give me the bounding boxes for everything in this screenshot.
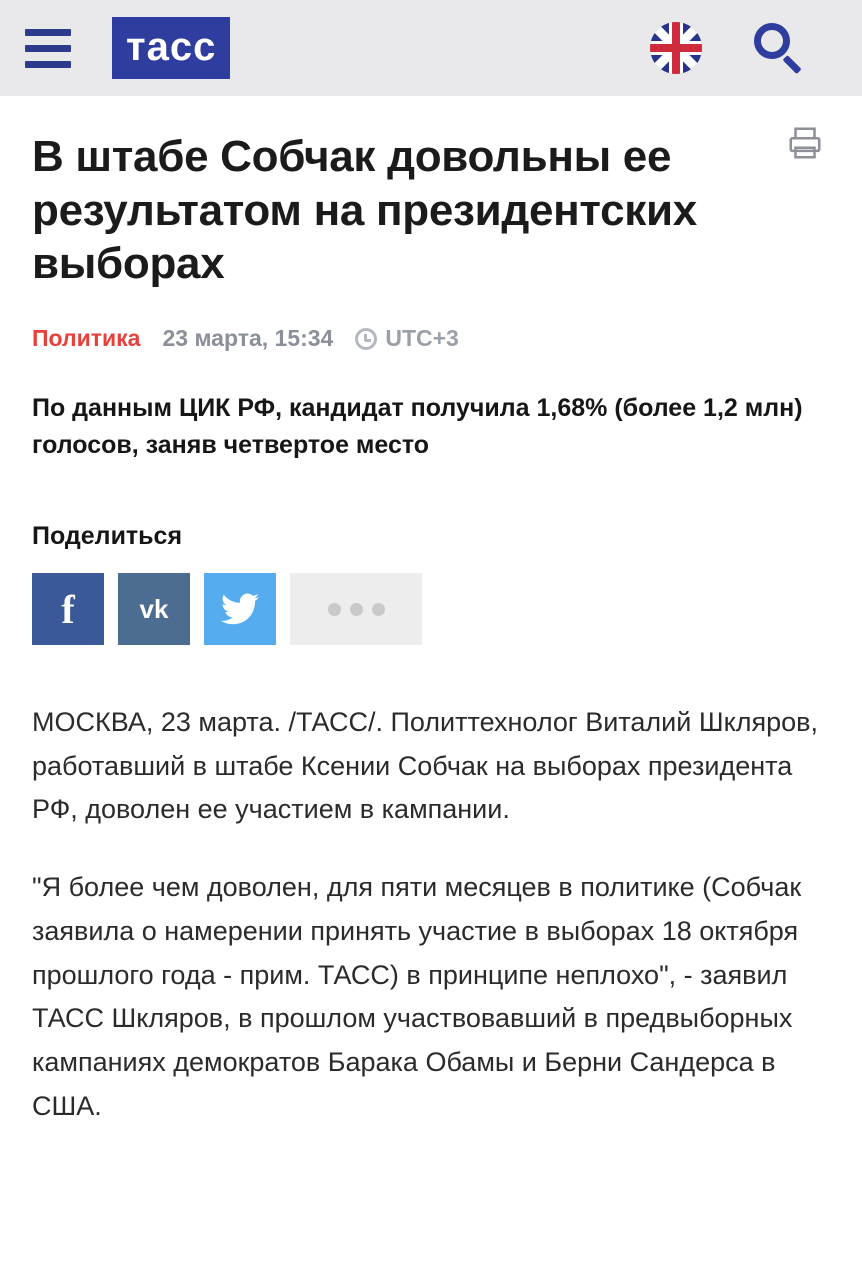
search-icon[interactable] <box>750 20 806 76</box>
search-ring <box>754 23 790 59</box>
menu-bar-2 <box>25 45 71 52</box>
hamburger-menu-icon[interactable] <box>0 0 96 96</box>
tass-logo[interactable]: тасс <box>112 17 230 79</box>
header-actions <box>650 20 862 76</box>
article-paragraph: "Я более чем доволен, для пяти месяцев в политике (Собчак заявила о намерении принять участие в выборах 18 октября прошлого года - прим. ТАСС) в принципе неплохо", - заявил ТАСС Шкляров, в прошлом участвовавший в предвыборных кампаниях демократов Барака Обамы и Берни Сандерса в США. <box>32 872 802 1121</box>
article-paragraph: МОСКВА, 23 марта. /ТАСС/. Политтехнолог Виталий Шкляров, работавший в штабе Ксении Собчак на выборах президента РФ, доволен ее участием в кампании. <box>32 707 818 825</box>
flag-cross-horizontal-red <box>650 44 702 52</box>
timezone-label: UTC+3 <box>385 325 459 352</box>
publish-date: 23 марта, 15:34 <box>162 325 334 352</box>
timezone <box>355 325 459 352</box>
dot-1 <box>328 603 341 616</box>
menu-bar-3 <box>25 61 71 68</box>
share-more-button[interactable] <box>290 573 422 645</box>
share-heading: Поделиться <box>32 522 183 551</box>
article-meta <box>32 325 830 352</box>
share-buttons <box>32 573 830 645</box>
site-header <box>0 0 862 96</box>
rubric-link[interactable]: Политика <box>32 325 141 352</box>
article-body <box>32 701 830 1129</box>
clock-icon <box>355 328 377 350</box>
dot-3 <box>372 603 385 616</box>
share-facebook-button[interactable]: f <box>32 573 104 645</box>
twitter-bird-icon <box>221 593 259 625</box>
share-twitter-button[interactable] <box>204 573 276 645</box>
share-vk-button[interactable]: vk <box>118 573 190 645</box>
article-lead: По данным ЦИК РФ, кандидат получила 1,68% (более 1,2 млн) голосов, заняв четвертое место <box>32 394 803 460</box>
menu-bar-1 <box>25 29 71 36</box>
print-icon[interactable] <box>784 124 826 162</box>
page-title: В штабе Собчак довольны ее результатом на президентских выборах <box>32 132 697 289</box>
language-flag-icon[interactable] <box>650 22 702 74</box>
more-dots-icon <box>328 603 385 616</box>
search-handle <box>783 55 802 74</box>
article <box>0 96 862 1129</box>
dot-2 <box>350 603 363 616</box>
